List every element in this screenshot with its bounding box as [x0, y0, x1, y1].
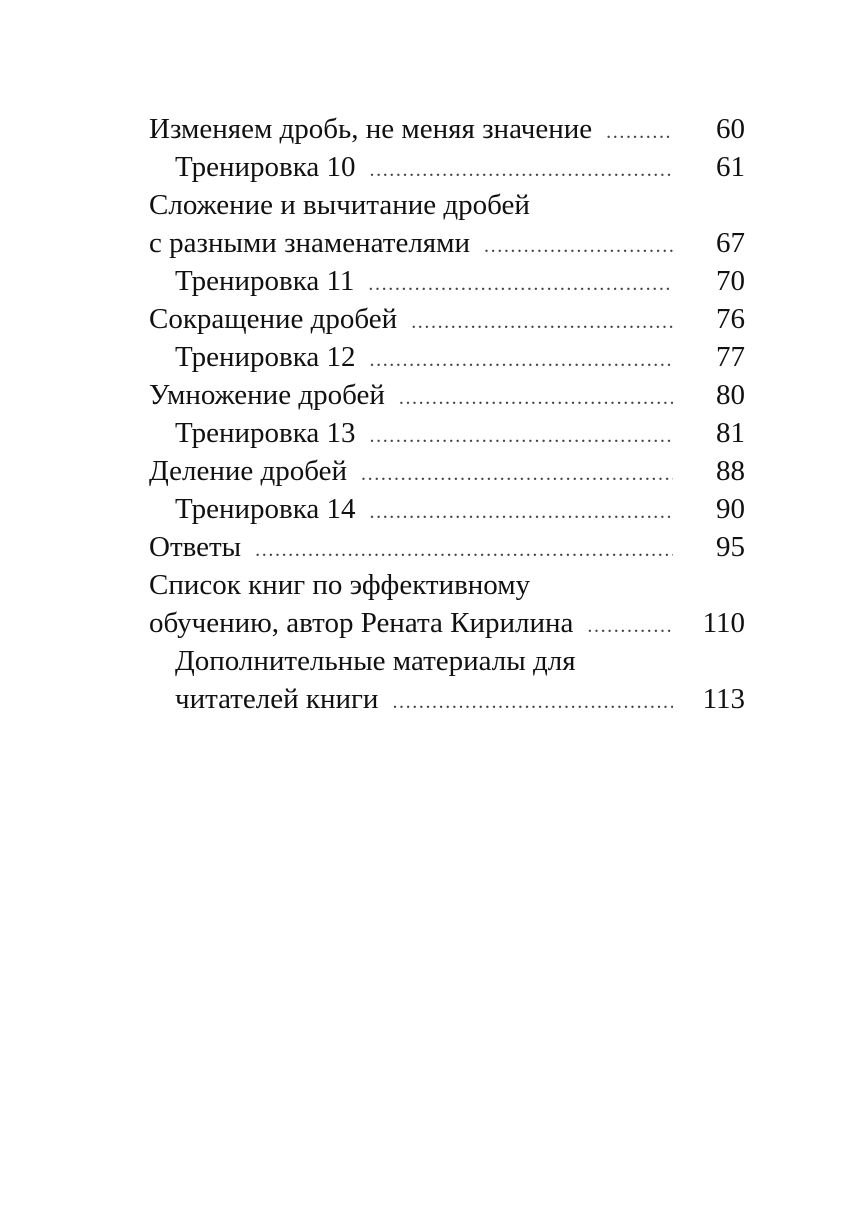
toc-entry-page: 80	[716, 379, 745, 411]
toc-entry-page: 76	[716, 303, 745, 335]
toc-entry[interactable]	[149, 148, 745, 186]
toc-entry[interactable]	[149, 528, 745, 566]
toc-entry[interactable]	[149, 604, 745, 642]
table-of-contents	[149, 110, 745, 718]
toc-entry[interactable]	[149, 262, 745, 300]
toc-entry-title-line[interactable]: Список книг по эффективному	[149, 569, 531, 601]
dot-leader	[370, 151, 674, 189]
dot-leader	[399, 379, 673, 417]
toc-entry[interactable]	[149, 680, 745, 718]
toc-entry-title: Сокращение дробей	[149, 303, 398, 335]
dot-leader	[361, 455, 673, 493]
toc-entry[interactable]	[149, 376, 745, 414]
toc-entry-title: Ответы	[149, 531, 242, 563]
toc-entry-page: 110	[702, 607, 745, 639]
toc-entry[interactable]	[149, 224, 745, 262]
toc-entry-page: 61	[716, 151, 745, 183]
toc-entry-page: 90	[716, 493, 745, 525]
dot-leader	[255, 531, 673, 569]
toc-entry[interactable]	[149, 452, 745, 490]
dot-leader	[587, 607, 673, 645]
toc-entry-title: обучению, автор Рената Кирилина	[149, 607, 574, 639]
toc-entry-page: 70	[716, 265, 745, 297]
dot-leader	[370, 341, 674, 379]
toc-entry-page: 95	[716, 531, 745, 563]
toc-entry-page: 60	[716, 113, 745, 145]
toc-entry-page: 88	[716, 455, 745, 487]
toc-entry-page: 67	[716, 227, 745, 259]
toc-entry[interactable]	[149, 414, 745, 452]
toc-entry-title: с разными знаменателями	[149, 227, 471, 259]
toc-entry-page: 77	[716, 341, 745, 373]
toc-entry-page: 81	[716, 417, 745, 449]
dot-leader	[606, 113, 673, 151]
dot-leader	[484, 227, 673, 265]
toc-entry-page: 113	[702, 683, 745, 715]
toc-entry-title-line[interactable]: Сложение и вычитание дробей	[149, 189, 530, 221]
dot-leader	[370, 493, 674, 531]
toc-entry-title: читателей книги	[175, 683, 379, 715]
dot-leader	[368, 265, 673, 303]
toc-entry-title: Тренировка 13	[175, 417, 356, 449]
dot-leader	[370, 417, 674, 455]
toc-entry-title-line[interactable]: Дополнительные материалы для	[175, 645, 576, 677]
toc-entry-title: Тренировка 14	[175, 493, 356, 525]
toc-entry-title: Тренировка 11	[175, 265, 355, 297]
toc-entry[interactable]	[149, 490, 745, 528]
toc-entry-title: Тренировка 10	[175, 151, 356, 183]
toc-entry-title: Умножение дробей	[149, 379, 385, 411]
dot-leader	[392, 683, 673, 721]
toc-entry[interactable]	[149, 338, 745, 376]
toc-entry-title: Изменяем дробь, не меняя значение	[149, 113, 593, 145]
toc-entry-title: Деление дробей	[149, 455, 348, 487]
toc-entry[interactable]	[149, 300, 745, 338]
toc-entry-title: Тренировка 12	[175, 341, 356, 373]
toc-entry[interactable]	[149, 110, 745, 148]
dot-leader	[411, 303, 673, 341]
